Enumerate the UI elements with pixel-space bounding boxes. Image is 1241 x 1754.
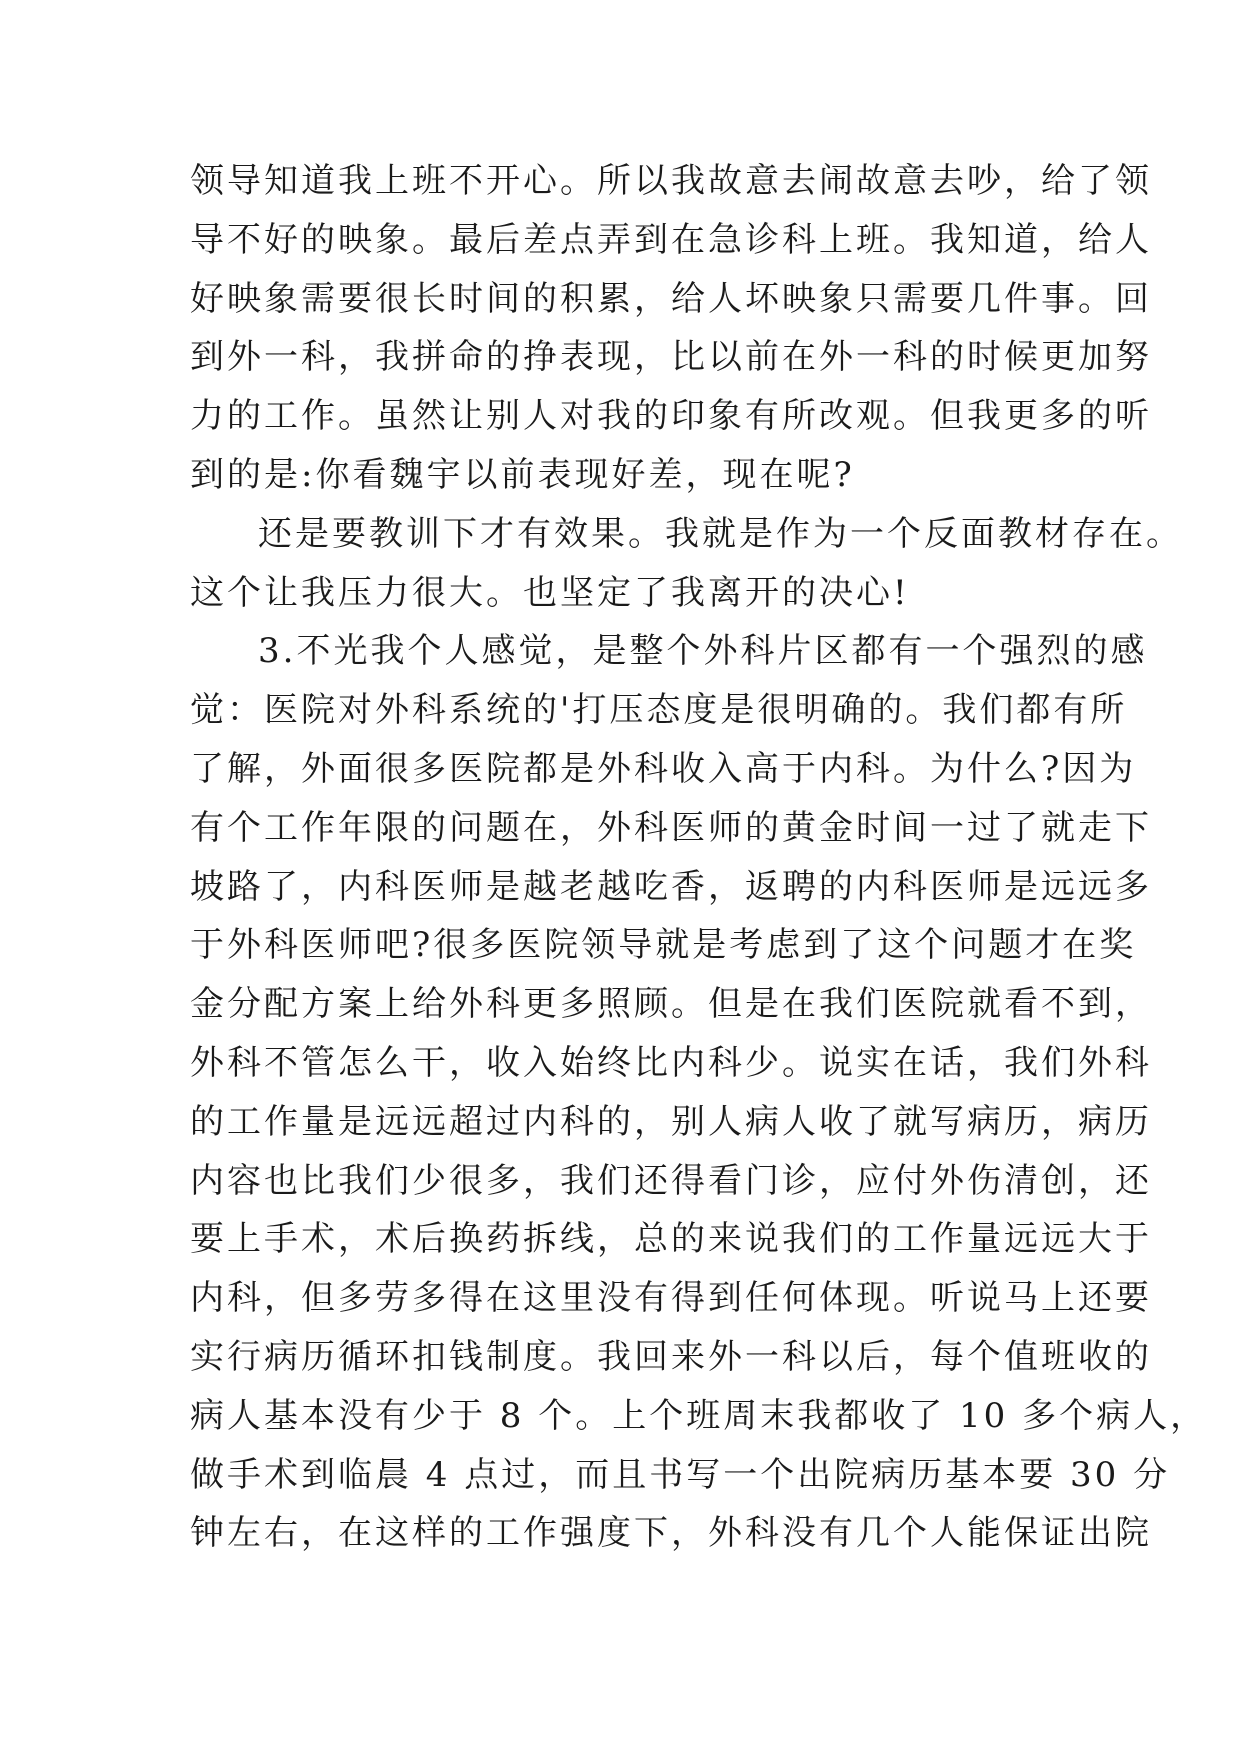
- paragraph-2: [190, 505, 1183, 623]
- text-line: 了解，外面很多医院都是外科收入高于内科。为什么?因为: [190, 748, 1137, 789]
- text-line: 导不好的映象。最后差点弄到在急诊科上班。我知道，给人: [190, 219, 1152, 260]
- paragraph-3: [190, 622, 1208, 1563]
- text-line: 内科，但多劳多得在这里没有得到任何体现。听说马上还要: [190, 1278, 1152, 1319]
- text-line: 到的是:你看魏宇以前表现好差，现在呢?: [190, 454, 855, 495]
- text-line: 坡路了，内科医师是越老越吃香，返聘的内科医师是远远多: [190, 866, 1152, 907]
- text-line: 这个让我压力很大。也坚定了我离开的决心!: [190, 572, 910, 613]
- text-line: 实行病历循环扣钱制度。我回来外一科以后，每个值班收的: [190, 1336, 1152, 1377]
- paragraph-1: [190, 152, 1152, 505]
- text-line: 做手术到临晨 4 点过，而且书写一个出院病历基本要 30 分: [190, 1454, 1171, 1495]
- text-line: 钟左右，在这样的工作强度下，外科没有几个人能保证出院: [190, 1513, 1152, 1554]
- text-line: 还是要教训下才有效果。我就是作为一个反面教材存在。: [258, 513, 1183, 554]
- text-line: 3.不光我个人感觉，是整个外科片区都有一个强烈的感: [258, 631, 1148, 672]
- text-line: 病人基本没有少于 8 个。上个班周末我都收了 10 多个病人，: [190, 1395, 1208, 1436]
- text-line: 金分配方案上给外科更多照顾。但是在我们医院就看不到，: [190, 984, 1152, 1025]
- text-line: 力的工作。虽然让别人对我的印象有所改观。但我更多的听: [190, 396, 1152, 437]
- text-line: 领导知道我上班不开心。所以我故意去闹故意去吵，给了领: [190, 161, 1152, 201]
- text-line: 外科不管怎么干，收入始终比内科少。说实在话，我们外科: [190, 1042, 1152, 1083]
- text-line: 内容也比我们少很多，我们还得看门诊，应付外伤清创，还: [190, 1160, 1152, 1201]
- text-line: 觉：医院对外科系统的'打压态度是很明确的。我们都有所: [190, 690, 1128, 731]
- text-line: 的工作量是远远超过内科的，别人病人收了就写病历，病历: [190, 1101, 1152, 1142]
- text-line: 好映象需要很长时间的积累，给人坏映象只需要几件事。回: [190, 278, 1152, 319]
- text-line: 要上手术，术后换药拆线，总的来说我们的工作量远远大于: [190, 1219, 1152, 1260]
- document-body: [190, 152, 1208, 1563]
- text-line: 到外一科，我拼命的挣表现，比以前在外一科的时候更加努: [190, 337, 1152, 378]
- text-line: 于外科医师吧?很多医院领导就是考虑到了这个问题才在奖: [190, 925, 1137, 966]
- text-line: 有个工作年限的问题在，外科医师的黄金时间一过了就走下: [190, 807, 1152, 848]
